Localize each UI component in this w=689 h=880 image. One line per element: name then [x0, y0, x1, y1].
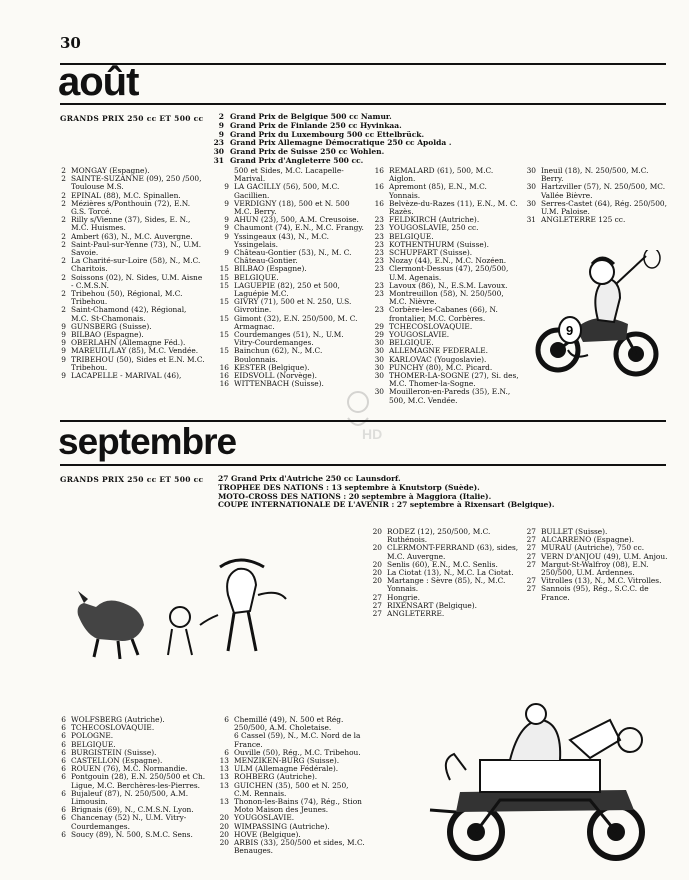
list-item [213, 716, 368, 732]
list-item [213, 298, 365, 314]
gp-line: MOTO-CROSS DES NATIONS : 20 septembre à Maggiora (Italie). [218, 491, 492, 501]
list-item [520, 585, 670, 601]
list-item [520, 167, 670, 183]
item-day: 23 [374, 248, 384, 258]
item-day: 9 [61, 330, 66, 340]
item-text: Hartzviller (57), N. 250/500, MC. Vallée Bièvre. [541, 182, 666, 200]
item-day: 6 [61, 747, 66, 757]
item-day: 13 [219, 756, 229, 766]
item-text: Margut-St-Walfroy (08), E.N. 250/500, U.M. Ardennes. [541, 559, 649, 578]
item-text: KESTER (Belgique). [234, 362, 310, 372]
item-day: 23 [374, 305, 384, 315]
item-day: 9 [224, 248, 229, 258]
item-day: 2 [61, 305, 66, 315]
septembre-gp-label: GRANDS PRIX 250 cc ET 500 cc [60, 475, 204, 484]
item-day: 13 [219, 764, 229, 774]
septembre-rule [60, 464, 666, 466]
item-text: Tribehou (50), Régional, M.C. Tribehou. [71, 289, 183, 307]
item-day: 27 [526, 527, 536, 536]
list-item [368, 265, 520, 281]
item-day: 6 [61, 788, 66, 798]
list-item [50, 356, 206, 372]
list-item [50, 306, 206, 322]
list-item [50, 175, 206, 191]
list-item [50, 773, 210, 789]
item-text: EIDSVOLL (Norvège). [234, 371, 317, 381]
list-item [50, 814, 210, 830]
item-text: GUNSBERG (Suisse). [71, 321, 152, 331]
list-item [213, 315, 365, 331]
month-title-septembre: septembre [58, 421, 237, 462]
list-item [213, 249, 365, 265]
item-day: 13 [219, 772, 229, 782]
item-text: Brignais (69), N., C.M.S.N. Lyon. [71, 805, 194, 815]
list-item [50, 290, 206, 306]
item-day: 9 [61, 354, 66, 364]
list-item [213, 167, 365, 183]
item-day: 9 [224, 215, 229, 225]
item-day: 27 [526, 543, 536, 553]
item-text: Apremont (85), E.N., M.C. Yonnais. [389, 182, 487, 200]
item-day: 9 [224, 231, 229, 241]
item-text: Saint-Chamond (42), Régional, M.C. St-Chamonais. [71, 305, 187, 323]
item-day: 6 [224, 747, 229, 757]
item-day: 27 [526, 551, 536, 561]
item-day: 2 [61, 289, 66, 299]
item-text: WOLFSBERG (Autriche). [71, 715, 165, 724]
item-text: PUNCHY (80), M.C. Picard. [389, 362, 493, 372]
item-day: 2 [61, 239, 66, 249]
item-day: 23 [374, 223, 384, 233]
item-day: 30 [526, 198, 536, 208]
top-rule [60, 63, 666, 65]
list-item [368, 290, 520, 306]
item-text: LA GACILLY (56), 500, M.C. Gacillien. [234, 182, 340, 200]
list-item [50, 831, 210, 839]
item-day: 2 [61, 166, 66, 175]
item-text: AHUN (23), 500, A.M. Creusoise. [234, 215, 359, 225]
watermark-logo [340, 388, 400, 448]
gp-item: 2 Grand Prix de Belgique 500 cc Namur. [218, 112, 392, 121]
gp-line: COUPE INTERNATIONALE DE L'AVENIR : 27 septembre à Rixensart (Belgique). [218, 500, 555, 510]
item-day: 13 [219, 780, 229, 790]
septembre-column-2 [213, 716, 368, 855]
item-text: GUICHEN (35), 500 et N. 250, C.M. Rennais. [234, 780, 349, 798]
aout-gp-label: GRANDS PRIX 250 cc ET 500 cc [60, 114, 204, 123]
item-text: KOTHENTHURM (Suisse). [389, 239, 489, 249]
item-text: ALLEMAGNE FEDERALE. [389, 346, 488, 356]
item-day: 6 [61, 764, 66, 774]
item-day: 27 [372, 600, 382, 610]
list-item [366, 577, 522, 593]
item-text: Chancenay (52) N., U.M. Vitry-Courdemanges. [71, 813, 187, 831]
item-day: 16 [219, 371, 229, 381]
item-day: 27 [372, 609, 382, 619]
item-day: 6 [61, 723, 66, 733]
item-text: Clermont-Dessus (47), 250/500, U.M. Agenais. [389, 264, 509, 282]
list-item [368, 200, 520, 216]
list-item [213, 200, 365, 216]
item-day: 16 [219, 362, 229, 372]
item-text: Belvèze-du-Razes (11), E.N., M. C. Razès. [389, 198, 518, 217]
item-text: POLOGNE. [71, 731, 114, 741]
item-day: 23 [374, 280, 384, 290]
item-day: 20 [219, 813, 229, 823]
item-day: 2 [61, 198, 66, 208]
septembre-column-3 [366, 528, 522, 618]
item-day: 27 [372, 592, 382, 602]
item-day: 6 [61, 813, 66, 823]
item-text: BELGIQUE. [389, 231, 434, 241]
aout-gp-list [210, 113, 510, 166]
item-day: 29 [374, 321, 384, 331]
item-text: Lavoux (86), N., E.S.M. Lavoux. [389, 280, 508, 290]
item-day: 30 [374, 338, 384, 348]
item-text: TCHECOSLOVAQUIE. [389, 321, 473, 331]
item-day: 30 [374, 387, 384, 397]
item-day: 13 [219, 797, 229, 807]
item-text: FELDKIRCH (Autriche). [389, 215, 480, 225]
list-item [50, 241, 206, 257]
item-text: Thonon-les-Bains (74), Rég., Stion Moto Maison des Jeunes. [234, 797, 362, 815]
item-day: 2 [61, 190, 66, 200]
item-day: 20 [219, 829, 229, 839]
item-text: THOMER-LA-SOGNE (27), Si. des, M.C. Thomer-la-Sogne. [389, 371, 519, 389]
item-day: 27 [526, 576, 536, 586]
item-day: 6 [61, 715, 66, 724]
list-item [213, 347, 365, 363]
item-text: Martange : Sèvre (85), N., M.C. Yonnais. [387, 576, 506, 594]
list-item [213, 798, 368, 814]
item-text: ALCARRENO (Espagne). [541, 535, 634, 545]
item-text: Yssingeaux (43), N., M.C. Yssingelais. [234, 231, 329, 249]
list-item [213, 331, 365, 347]
list-item [520, 183, 670, 199]
item-text: Hongrie. [387, 592, 421, 602]
item-text: La Charité-sur-Loire (58), N., M.C. Charitois. [71, 256, 201, 274]
item-text: EPINAL (88), M.C. Spinallen. [71, 190, 181, 200]
item-day: 15 [219, 346, 229, 356]
item-day: 16 [374, 182, 384, 192]
item-text: REMALARD (61), 500, M.C. Aiglon. [389, 166, 494, 184]
item-day: 31 [526, 215, 536, 225]
item-text: MAREUIL/LAY (85), M.C. Vendée. [71, 346, 199, 356]
aout-column-2 [213, 167, 365, 388]
item-text: HOVE (Belgique). [234, 829, 301, 839]
list-item [213, 839, 368, 855]
item-day: 20 [219, 821, 229, 831]
item-text: MONGAY (Espagne). [71, 166, 150, 175]
item-text: Saint-Paul-sur-Yenne (73), N., U.M. Savoie. [71, 239, 202, 258]
item-day: 20 [372, 527, 382, 536]
item-text: VERDIGNY (18), 500 et N. 500 M.C. Berry. [234, 198, 350, 217]
item-text: MENZIKEN-BURG (Suisse). [234, 756, 340, 766]
item-day: 9 [61, 371, 66, 381]
item-day: 23 [374, 215, 384, 225]
item-text: Ineuil (18), N. 250/500, M.C. Berry. [541, 166, 649, 184]
item-text: BILBAO (Espagne). [234, 264, 307, 274]
item-text: BELGIQUE. [234, 272, 279, 282]
item-day: 30 [526, 166, 536, 175]
cowboy-animals-illustration [68, 555, 318, 665]
item-text: YOUGOSLAVIE. [389, 330, 450, 340]
item-day: 6 [61, 829, 66, 839]
item-text: Bujaleuf (87), N. 250/500, A.M. Limousin. [71, 788, 189, 807]
list-item [368, 306, 520, 322]
item-day: 9 [224, 223, 229, 233]
item-text: ROUEN (76), M.C. Normandie. [71, 764, 188, 774]
item-text: Serres-Castet (64), Rég. 250/500, U.M. Paloise. [541, 198, 667, 217]
item-text: Ouville (50), Rég., M.C. Tribehou. [234, 747, 361, 757]
gp-item: 9 Grand Prix de Finlande 250 cc Hyvinkaa. [218, 120, 402, 130]
item-day: 16 [219, 379, 229, 389]
item-day: 15 [219, 330, 229, 340]
item-day: 2 [61, 174, 66, 184]
gp-item: 30 Grand Prix de Suisse 250 cc Wohlen. [213, 147, 385, 157]
loaded-motorcycle-illustration [420, 700, 668, 870]
item-day: 29 [374, 330, 384, 340]
item-text: ULM (Allemagne Fédérale). [234, 764, 339, 774]
item-text: Senlis (60), E.N., M.C. Senlis. [387, 559, 498, 569]
item-text: Chemillé (49), N. 500 et Rég. 250/500, A.M. Choletaise. [234, 715, 344, 733]
item-day: 9 [61, 346, 66, 356]
item-day: 23 [374, 264, 384, 274]
item-text: BULLET (Suisse). [541, 527, 608, 536]
list-item [368, 372, 520, 388]
list-item [50, 200, 206, 216]
item-text: Nozay (44), E.N., M.C. Nozéen. [389, 256, 507, 266]
gp-item: 23 Grand Prix Allemagne Démocratique 250 cc Apolda . [213, 138, 452, 148]
item-text: WIMPASSING (Autriche). [234, 821, 330, 831]
item-day: 23 [374, 289, 384, 299]
item-text: ROHBERG (Autriche). [234, 772, 318, 782]
item-day: 23 [374, 239, 384, 249]
motorcycle-rider-illustration [528, 250, 668, 380]
item-text: Sannois (95), Rég., S.C.C. de France. [541, 584, 649, 602]
item-text: MURAU (Autriche), 750 cc. [541, 543, 645, 553]
gp-item: 31 Grand Prix d'Angleterre 500 cc. [213, 155, 364, 165]
item-text: ANGLETERRE 125 cc. [541, 215, 626, 225]
item-text: BELGIQUE. [71, 739, 116, 749]
item-text: YOUGOSLAVIE, 250 cc. [389, 223, 479, 233]
item-text: La Ciotat (13), N., M.C. La Ciotat. [387, 568, 514, 578]
gp-line: 27 Grand Prix d'Autriche 250 cc Launsdorf. [218, 474, 401, 483]
item-text: VERN D'ANJOU (49), U.M. Anjou. [541, 551, 668, 561]
item-text: Château-Gontier (53), N., M. C. Château-Gontier. [234, 248, 352, 266]
item-text: CASTELLON (Espagne). [71, 756, 163, 766]
item-text: BURGISTEIN (Suisse). [71, 747, 157, 757]
item-text: Corbère-les-Cabanes (66), N. frontalier, M.C. Corbères. [389, 305, 498, 323]
item-day: 2 [61, 215, 66, 225]
item-day: 20 [372, 559, 382, 569]
item-text: LACAPELLE - MARIVAL (46), [71, 371, 182, 381]
item-text: Soissons (02), N. Sides, U.M. Aisne - C.M.S.N. [71, 272, 203, 290]
list-item [368, 167, 520, 183]
item-text: GIVRY (71), 500 et N. 250, U.S. Givrotine. [234, 297, 352, 315]
list-item [366, 528, 522, 544]
item-day [213, 732, 234, 748]
item-day [213, 167, 234, 183]
item-text: RIXENSART (Belgique). [387, 600, 477, 610]
item-day: 15 [219, 264, 229, 274]
item-day: 16 [374, 166, 384, 175]
item-text: SCHUPFART (Suisse). [389, 248, 473, 258]
item-day: 15 [219, 313, 229, 323]
item-day: 15 [219, 280, 229, 290]
item-day: 30 [374, 371, 384, 381]
item-day: 16 [374, 198, 384, 208]
item-day: 2 [61, 256, 66, 266]
item-day: 23 [374, 256, 384, 266]
septembre-column-4 [520, 528, 670, 602]
item-day: 30 [374, 354, 384, 364]
list-item [213, 782, 368, 798]
list-item [50, 274, 206, 290]
item-text: TCHECOSLOVAQUIE. [71, 723, 155, 733]
item-day: 9 [61, 321, 66, 331]
item-day: 6 [61, 805, 66, 815]
aout-column-3 [368, 167, 520, 405]
item-day: 15 [219, 297, 229, 307]
bike-number: 9 [566, 323, 574, 338]
item-day: 6 [61, 731, 66, 741]
list-item [50, 372, 206, 380]
item-text: WITTENBACH (Suisse). [234, 379, 324, 389]
item-text: CLERMONT-FERRAND (63), sides, M.C. Auvergne. [387, 543, 519, 561]
item-text: 6 Cassel (59), N., M.C. Nord de la France. [234, 731, 361, 749]
item-text: LAGUEPIE (82), 250 et 500, Laguépie M.C. [234, 280, 340, 299]
item-text: Soucy (89), N. 500, S.M.C. Sens. [71, 829, 193, 839]
item-text: OBERLAHN (Allemagne Féd.). [71, 338, 186, 348]
list-item [520, 561, 670, 577]
item-day: 30 [374, 346, 384, 356]
item-text: RODEZ (12), 250/500, M.C. Ruthénois. [387, 527, 491, 545]
aout-column-1 [50, 167, 206, 380]
list-item [520, 200, 670, 216]
item-text: KARLOVAC (Yougoslavie). [389, 354, 487, 364]
item-text: ARBIS (33), 250/500 et sides, M.C. Benauges. [234, 838, 365, 856]
item-day: 20 [372, 568, 382, 578]
item-day: 6 [61, 772, 66, 782]
item-day: 9 [224, 198, 229, 208]
item-day: 9 [61, 338, 66, 348]
item-day: 23 [374, 231, 384, 241]
list-item [50, 790, 210, 806]
item-text: BILBAO (Espagne). [71, 330, 144, 340]
item-text: Mézières s/Ponthouin (72), E.N. G.S. Torcé. [71, 198, 191, 217]
list-item [213, 183, 365, 199]
item-day: 30 [374, 362, 384, 372]
item-text: Vitrolles (13), N., M.C. Vitrolles. [541, 576, 662, 586]
item-text: Bainchun (62), N., M.C. Boulonnais. [234, 346, 323, 364]
list-item [50, 257, 206, 273]
list-item [366, 544, 522, 560]
item-text: Pontgouin (28), E.N. 250/500 et Ch. Ligue, M.C. Berchères-les-Pierres. [71, 772, 206, 790]
item-day: 27 [526, 584, 536, 594]
item-day: 30 [526, 182, 536, 192]
watermark-text: HD [362, 426, 383, 442]
gp-line: TROPHEE DES NATIONS : 13 septembre à Knutstorp (Suède). [218, 482, 480, 492]
item-day: 27 [526, 559, 536, 569]
item-text: Ambert (63), N., M.C. Auvergne. [71, 231, 193, 241]
item-day: 27 [526, 535, 536, 545]
item-text: ANGLETERRE. [387, 609, 445, 619]
list-item [368, 183, 520, 199]
item-day: 6 [61, 756, 66, 766]
list-item [50, 216, 206, 232]
item-day: 20 [219, 838, 229, 848]
item-text: YOUGOSLAVIE. [234, 813, 295, 823]
item-text: Chaumont (74), E.N., M.C. Frangy. [234, 223, 364, 233]
item-text: Gimont (32), E.N. 250/500, M. C. Armagnac. [234, 313, 358, 331]
page-number: 30 [60, 34, 81, 52]
list-item [520, 216, 670, 224]
item-text: SAINTE-SUZANNE (09), 250 /500, Toulouse M.S. [71, 174, 202, 192]
list-item [213, 732, 368, 748]
item-text: Mouilleron-en-Pareds (35), E.N., 500, M.C. Vendée. [389, 387, 511, 405]
list-item [213, 233, 365, 249]
item-text: Montreuillon (58), N. 250/500, M.C. Nièvre. [389, 289, 504, 307]
gp-item: 9 Grand Prix du Luxembourg 500 cc Ettelbrück. [218, 129, 425, 139]
item-day: 6 [224, 715, 229, 724]
month-title-aout: août [58, 60, 139, 104]
item-day: 9 [224, 182, 229, 192]
item-text: TRIBEHOU (50), Sides et E.N. M.C. Tribehou. [71, 354, 205, 372]
item-day: 15 [219, 272, 229, 282]
aout-column-4 [520, 167, 670, 224]
item-day: 2 [61, 231, 66, 241]
item-day: 2 [61, 272, 66, 282]
item-day: 20 [372, 576, 382, 586]
item-day: 20 [372, 543, 382, 553]
aout-rule [60, 103, 666, 105]
item-text: 500 et Sides, M.C. Lacapelle-Marival. [234, 166, 344, 184]
list-item [366, 610, 522, 618]
item-day: 6 [61, 739, 66, 749]
item-text: Courdemanges (51), N., U.M. Vitry-Courdemanges. [234, 330, 344, 348]
list-item [213, 282, 365, 298]
item-text: Rilly s/Vienne (37), Sides, E. N., M.C. Huismes. [71, 215, 191, 233]
item-text: BELGIQUE. [389, 338, 434, 348]
septembre-gp-list [218, 475, 588, 510]
septembre-column-1 [50, 716, 210, 839]
